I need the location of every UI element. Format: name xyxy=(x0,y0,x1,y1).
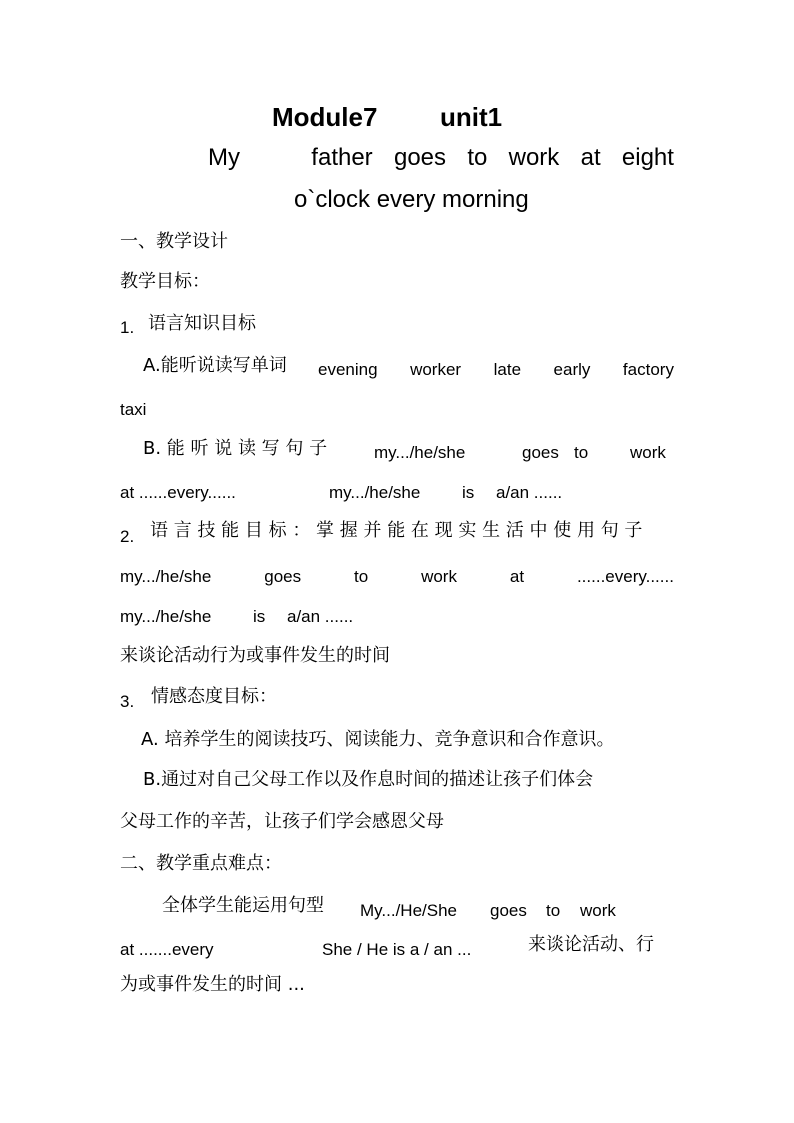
title-unit: unit1 xyxy=(440,102,503,132)
section2-line1-word: work xyxy=(580,901,616,920)
item1-number: 1. xyxy=(120,318,135,337)
section2-line1-cn: 全体学生能运用句型 xyxy=(162,895,324,916)
section2-line1-word: to xyxy=(546,901,561,920)
item1-b-word: to xyxy=(574,443,589,462)
item1-a-continued: taxi xyxy=(120,400,147,419)
item3-b: B.通过对自己父母工作以及作息时间的描述让孩子们体会 xyxy=(143,769,594,790)
subtitle-word: work xyxy=(508,144,560,171)
sentence-word: to xyxy=(354,567,369,586)
item1-label: 语言知识目标 xyxy=(148,313,256,334)
vocab-word: worker xyxy=(410,360,462,379)
subtitle-word: My xyxy=(208,144,240,171)
sentence-word: at xyxy=(509,567,525,586)
sentence-word: ......every...... xyxy=(576,567,674,586)
item2-label: 语 言 技 能 目 标 ： 掌 握 并 能 在 现 实 生 活 中 使 用 句 子 xyxy=(150,520,643,541)
item1-b-word: goes xyxy=(522,443,559,462)
subtitle-word: to xyxy=(467,144,488,171)
sentence-word: work xyxy=(421,567,457,586)
item1-a-prefix: A.能听说读写单词 xyxy=(143,355,287,376)
subtitle-word: at xyxy=(580,144,601,171)
section2-line1-word: goes xyxy=(490,901,527,920)
section2-line2-c: 来谈论活动、行 xyxy=(528,934,654,955)
item3-a: A. 培养学生的阅读技巧、阅读能力、竞争意识和合作意识。 xyxy=(141,729,615,750)
section2-line2-a: at .......every xyxy=(120,940,214,959)
section2-line3: 为或事件发生的时间 ... xyxy=(120,974,305,995)
subtitle-word: eight xyxy=(621,144,674,171)
item3-label: 情感态度目标： xyxy=(151,686,277,707)
section2-line2-b: She / He is a / an ... xyxy=(322,940,472,959)
item1-b-line2-a: at ......every...... xyxy=(120,483,236,502)
subtitle-word: goes xyxy=(393,144,447,171)
item1-b-line2-d: a/an ...... xyxy=(496,483,563,502)
section2-line1-word: My.../He/She xyxy=(360,901,457,920)
item1-b-prefix: B. 能 听 说 读 写 句 子 xyxy=(143,438,328,459)
vocab-word: late xyxy=(493,360,522,379)
subtitle-line-1 xyxy=(208,146,674,170)
item2-number: 2. xyxy=(120,527,135,546)
item2-line3-b: is xyxy=(253,607,266,626)
item1-b-line2-c: is xyxy=(462,483,475,502)
title-module: Module7 xyxy=(272,102,378,132)
vocab-word: factory xyxy=(622,360,674,379)
item1-b-word: my.../he/she xyxy=(374,443,466,462)
item1-b-word: work xyxy=(630,443,666,462)
item3-number: 3. xyxy=(120,692,135,711)
subtitle-line-2: o`clock every morning xyxy=(294,186,529,213)
subtitle-word: father xyxy=(311,144,373,171)
item2-line2 xyxy=(120,568,674,585)
sentence-word: my.../he/she xyxy=(120,567,212,586)
item2-line3-a: my.../he/she xyxy=(120,607,212,626)
item1-a-words xyxy=(318,361,674,378)
item2-line4: 来谈论活动行为或事件发生的时间 xyxy=(120,645,390,666)
section1-heading: 一、教学设计 xyxy=(120,231,228,252)
item3-b-continued: 父母工作的辛苦，让孩子们学会感恩父母 xyxy=(120,811,444,832)
vocab-word: early xyxy=(553,360,591,379)
sentence-word: goes xyxy=(264,567,302,586)
objectives-label: 教学目标： xyxy=(120,271,210,292)
item2-line3-c: a/an ...... xyxy=(287,607,354,626)
item1-b-line2-b: my.../he/she xyxy=(329,483,421,502)
section2-heading: 二、教学重点难点： xyxy=(120,853,282,874)
vocab-word: evening xyxy=(318,360,378,379)
